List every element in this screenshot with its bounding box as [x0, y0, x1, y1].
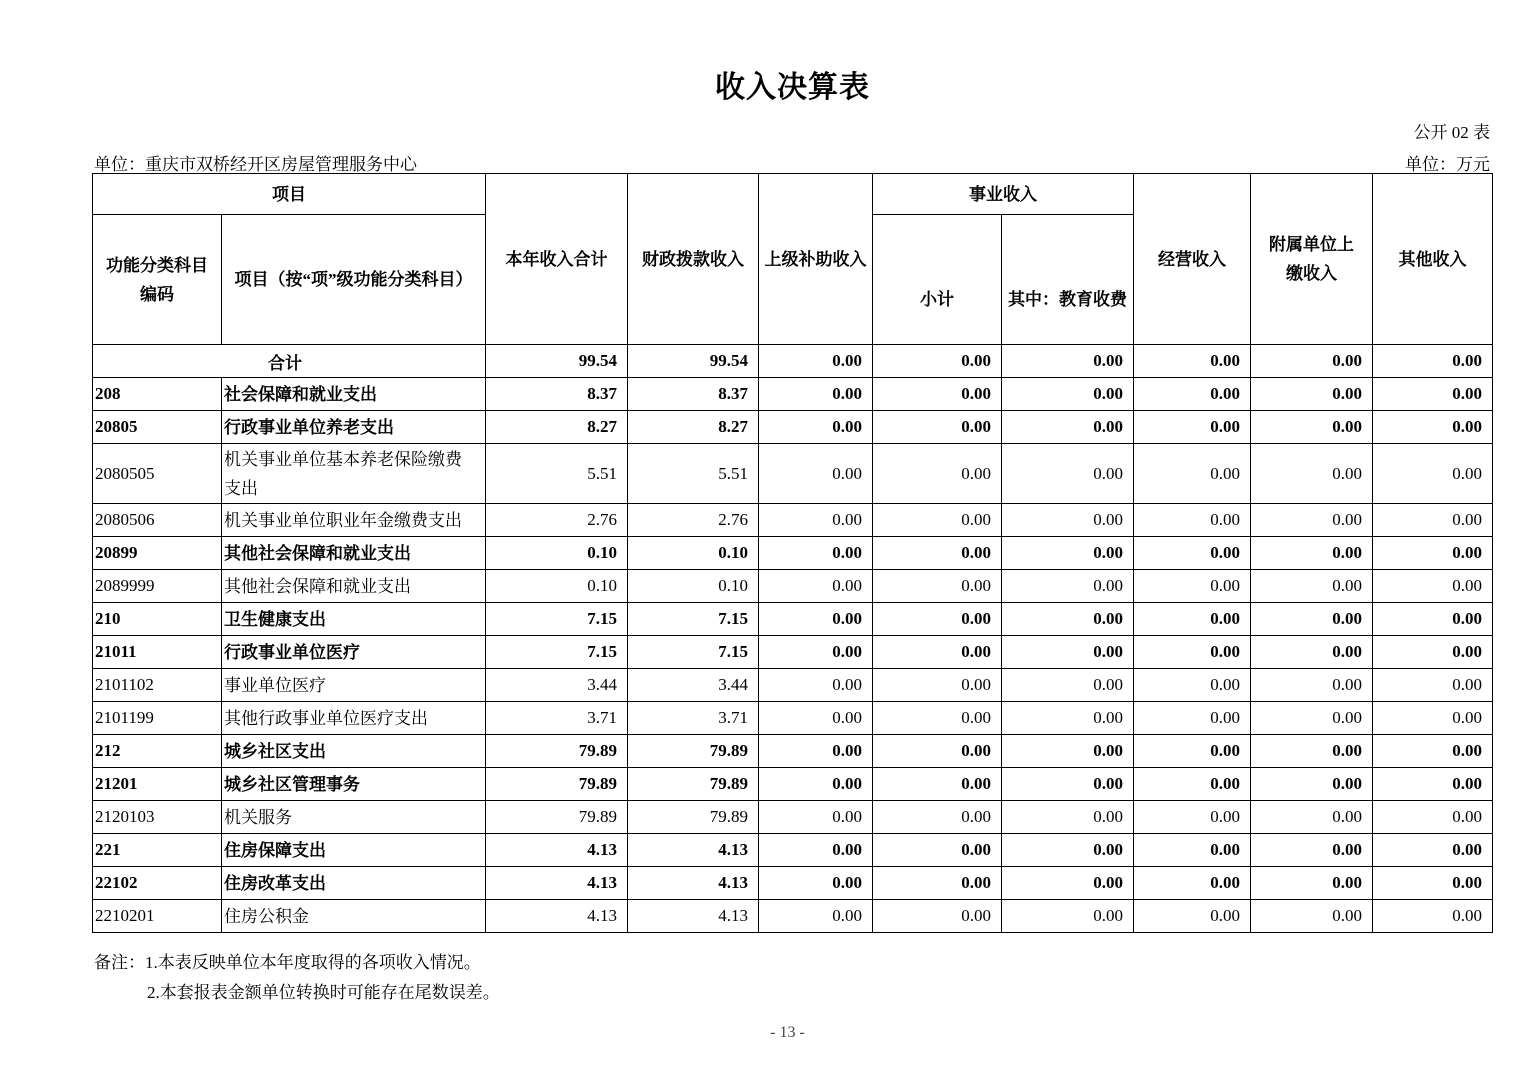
row-value: 0.00: [1251, 702, 1373, 735]
row-value: 79.89: [486, 768, 628, 801]
page-title: 收入决算表: [715, 71, 870, 104]
row-value: 0.00: [1134, 867, 1251, 900]
table-row: [93, 867, 1493, 900]
row-code: 2080505: [93, 444, 222, 504]
table-row: [93, 444, 1493, 504]
row-value: 0.00: [873, 735, 1002, 768]
row-value: 0.00: [1002, 702, 1134, 735]
row-value: 79.89: [486, 735, 628, 768]
row-value: 4.13: [486, 900, 628, 933]
row-code: 221: [93, 834, 222, 867]
table-row: [93, 636, 1493, 669]
row-code: 212: [93, 735, 222, 768]
row-value: 0.00: [873, 444, 1002, 504]
row-value: 0.00: [1002, 504, 1134, 537]
row-value: 0.00: [1134, 735, 1251, 768]
page-number: - 13 -: [770, 1024, 805, 1041]
row-value: 0.00: [1002, 444, 1134, 504]
row-value: 5.51: [486, 444, 628, 504]
row-value: 4.13: [628, 900, 759, 933]
note-line-1: 备注：1.本表反映单位本年度取得的各项收入情况。: [94, 953, 481, 972]
row-code: 2089999: [93, 570, 222, 603]
row-value: 0.00: [1373, 735, 1493, 768]
row-value: 0.00: [1002, 801, 1134, 834]
row-value: 0.00: [1134, 636, 1251, 669]
row-value: 0.00: [1134, 669, 1251, 702]
row-value: 0.00: [1373, 834, 1493, 867]
row-value: 0.00: [1251, 504, 1373, 537]
total-row: [93, 345, 1493, 378]
row-code: 20805: [93, 411, 222, 444]
row-value: 0.00: [759, 537, 873, 570]
table-row: [93, 768, 1493, 801]
row-value: 0.00: [873, 603, 1002, 636]
total-value: 0.00: [759, 345, 873, 378]
row-value: 0.00: [1134, 603, 1251, 636]
header-code: 功能分类科目编码: [93, 215, 222, 345]
row-name: 住房改革支出: [222, 867, 486, 900]
row-value: 0.00: [1134, 378, 1251, 411]
table-body: [93, 345, 1493, 933]
row-value: 0.00: [1251, 444, 1373, 504]
income-table: [92, 173, 1493, 933]
row-value: 0.00: [1251, 669, 1373, 702]
header-subtotal: 小计: [873, 215, 1002, 345]
table-row: [93, 702, 1493, 735]
row-value: 0.00: [1134, 570, 1251, 603]
row-value: 0.00: [759, 900, 873, 933]
row-value: 0.00: [759, 669, 873, 702]
row-value: 0.00: [1251, 768, 1373, 801]
unit-currency: 单位：万元: [1405, 155, 1490, 174]
row-value: 4.13: [486, 867, 628, 900]
row-value: 0.00: [873, 768, 1002, 801]
row-value: 0.00: [873, 411, 1002, 444]
table-row: [93, 834, 1493, 867]
row-value: 0.00: [1134, 504, 1251, 537]
row-value: 0.00: [1134, 801, 1251, 834]
row-code: 21011: [93, 636, 222, 669]
total-value: 0.00: [1134, 345, 1251, 378]
header-fiscal: 财政拨款收入: [628, 174, 759, 345]
row-value: 0.00: [873, 537, 1002, 570]
row-value: 0.00: [1134, 444, 1251, 504]
header-other: 其他收入: [1373, 174, 1493, 345]
row-value: 0.00: [873, 801, 1002, 834]
row-value: 3.44: [628, 669, 759, 702]
row-value: 7.15: [628, 603, 759, 636]
notes: [94, 948, 500, 1008]
row-value: 79.89: [628, 735, 759, 768]
row-value: 0.00: [1251, 867, 1373, 900]
row-name: 城乡社区管理事务: [222, 768, 486, 801]
row-value: 0.00: [873, 636, 1002, 669]
row-value: 0.00: [759, 834, 873, 867]
row-name: 社会保障和就业支出: [222, 378, 486, 411]
row-value: 0.00: [1002, 411, 1134, 444]
row-code: 2210201: [93, 900, 222, 933]
row-value: 0.00: [1373, 570, 1493, 603]
row-code: 2101199: [93, 702, 222, 735]
row-value: 0.00: [1373, 537, 1493, 570]
row-value: 0.00: [759, 801, 873, 834]
row-name: 卫生健康支出: [222, 603, 486, 636]
row-value: 5.51: [628, 444, 759, 504]
row-value: 79.89: [628, 768, 759, 801]
form-number: 公开 02 表: [1413, 123, 1490, 142]
row-value: 7.15: [486, 603, 628, 636]
row-value: 0.00: [1373, 603, 1493, 636]
row-value: 0.00: [759, 504, 873, 537]
row-code: 2120103: [93, 801, 222, 834]
row-value: 0.00: [1002, 669, 1134, 702]
row-value: 0.00: [1373, 768, 1493, 801]
table-row: [93, 570, 1493, 603]
row-value: 0.00: [1373, 702, 1493, 735]
total-value: 99.54: [486, 345, 628, 378]
table-row: [93, 669, 1493, 702]
row-name: 事业单位医疗: [222, 669, 486, 702]
row-code: 21201: [93, 768, 222, 801]
row-value: 0.00: [1251, 636, 1373, 669]
header-affiliated: 附属单位上缴收入: [1251, 174, 1373, 345]
note-line-2: 2.本套报表金额单位转换时可能存在尾数误差。: [147, 983, 500, 1002]
row-value: 0.00: [1373, 411, 1493, 444]
total-value: 0.00: [873, 345, 1002, 378]
row-value: 0.00: [1002, 603, 1134, 636]
row-value: 0.00: [873, 834, 1002, 867]
row-value: 0.00: [1373, 867, 1493, 900]
table-header: [93, 174, 1493, 345]
row-value: 0.00: [1373, 669, 1493, 702]
row-value: 4.13: [628, 867, 759, 900]
row-value: 0.10: [486, 570, 628, 603]
row-value: 0.00: [1134, 834, 1251, 867]
header-total: 本年收入合计: [486, 174, 628, 345]
row-value: 0.00: [1002, 570, 1134, 603]
row-value: 0.00: [759, 570, 873, 603]
row-value: 7.15: [628, 636, 759, 669]
row-value: 0.10: [486, 537, 628, 570]
row-value: 0.00: [1134, 702, 1251, 735]
header-education: 其中：教育收费: [1002, 215, 1134, 345]
row-value: 0.00: [1251, 378, 1373, 411]
row-value: 8.27: [628, 411, 759, 444]
row-value: 7.15: [486, 636, 628, 669]
row-name: 住房公积金: [222, 900, 486, 933]
total-value: 99.54: [628, 345, 759, 378]
header-name: 项目（按“项”级功能分类科目）: [222, 215, 486, 345]
row-value: 0.00: [1251, 603, 1373, 636]
table-row: [93, 603, 1493, 636]
table-row: [93, 900, 1493, 933]
row-value: 0.00: [1251, 411, 1373, 444]
row-value: 0.00: [873, 378, 1002, 411]
total-value: 0.00: [1373, 345, 1493, 378]
row-value: 0.00: [873, 570, 1002, 603]
row-value: 0.00: [1373, 801, 1493, 834]
row-value: 0.00: [759, 867, 873, 900]
row-value: 0.00: [759, 378, 873, 411]
row-name: 行政事业单位养老支出: [222, 411, 486, 444]
row-value: 0.00: [1002, 378, 1134, 411]
row-value: 4.13: [486, 834, 628, 867]
row-value: 0.00: [873, 702, 1002, 735]
row-value: 0.00: [1002, 735, 1134, 768]
row-name: 行政事业单位医疗: [222, 636, 486, 669]
row-value: 0.00: [1373, 504, 1493, 537]
row-name: 其他行政事业单位医疗支出: [222, 702, 486, 735]
row-value: 0.00: [1373, 900, 1493, 933]
table-row: [93, 504, 1493, 537]
row-value: 0.00: [759, 444, 873, 504]
row-name: 其他社会保障和就业支出: [222, 537, 486, 570]
row-name: 机关事业单位基本养老保险缴费支出: [222, 444, 486, 504]
row-value: 0.00: [759, 768, 873, 801]
row-name: 城乡社区支出: [222, 735, 486, 768]
table-row: [93, 801, 1493, 834]
row-value: 0.00: [1002, 768, 1134, 801]
row-value: 0.10: [628, 537, 759, 570]
total-value: 0.00: [1251, 345, 1373, 378]
row-value: 3.71: [486, 702, 628, 735]
row-value: 8.37: [486, 378, 628, 411]
row-value: 0.00: [759, 411, 873, 444]
row-value: 0.00: [1002, 867, 1134, 900]
row-value: 0.00: [873, 504, 1002, 537]
row-value: 0.00: [1373, 444, 1493, 504]
row-value: 0.00: [759, 735, 873, 768]
row-value: 79.89: [628, 801, 759, 834]
row-value: 3.44: [486, 669, 628, 702]
table-row: [93, 537, 1493, 570]
row-value: 0.00: [759, 702, 873, 735]
row-value: 2.76: [628, 504, 759, 537]
row-value: 0.00: [1251, 537, 1373, 570]
row-value: 3.71: [628, 702, 759, 735]
row-name: 其他社会保障和就业支出: [222, 570, 486, 603]
row-code: 2080506: [93, 504, 222, 537]
row-value: 0.00: [1251, 801, 1373, 834]
row-name: 机关服务: [222, 801, 486, 834]
total-value: 0.00: [1002, 345, 1134, 378]
row-code: 20899: [93, 537, 222, 570]
row-value: 0.00: [1002, 537, 1134, 570]
header-project: 项目: [93, 174, 486, 215]
row-value: 2.76: [486, 504, 628, 537]
row-value: 0.00: [1251, 834, 1373, 867]
row-code: 210: [93, 603, 222, 636]
row-name: 住房保障支出: [222, 834, 486, 867]
row-name: 机关事业单位职业年金缴费支出: [222, 504, 486, 537]
row-value: 79.89: [486, 801, 628, 834]
total-label: 合计: [93, 345, 486, 378]
row-value: 0.00: [1134, 411, 1251, 444]
row-value: 8.37: [628, 378, 759, 411]
row-value: 0.00: [1002, 834, 1134, 867]
row-code: 22102: [93, 867, 222, 900]
row-value: 0.00: [1251, 900, 1373, 933]
header-business: 经营收入: [1134, 174, 1251, 345]
unit-name: 单位：重庆市双桥经开区房屋管理服务中心: [94, 155, 417, 174]
row-value: 0.00: [873, 669, 1002, 702]
row-value: 0.10: [628, 570, 759, 603]
row-value: 0.00: [1251, 570, 1373, 603]
row-code: 208: [93, 378, 222, 411]
row-value: 0.00: [1373, 378, 1493, 411]
row-value: 0.00: [1373, 636, 1493, 669]
row-value: 0.00: [1002, 636, 1134, 669]
row-value: 0.00: [759, 636, 873, 669]
header-superior: 上级补助收入: [759, 174, 873, 345]
row-value: 0.00: [759, 603, 873, 636]
row-value: 8.27: [486, 411, 628, 444]
header-career: 事业收入: [873, 174, 1134, 215]
row-value: 0.00: [873, 867, 1002, 900]
row-value: 0.00: [1002, 900, 1134, 933]
row-value: 0.00: [1134, 900, 1251, 933]
row-value: 0.00: [1251, 735, 1373, 768]
table-row: [93, 411, 1493, 444]
table-row: [93, 378, 1493, 411]
row-value: 4.13: [628, 834, 759, 867]
row-value: 0.00: [1134, 537, 1251, 570]
row-code: 2101102: [93, 669, 222, 702]
table-row: [93, 735, 1493, 768]
row-value: 0.00: [873, 900, 1002, 933]
row-value: 0.00: [1134, 768, 1251, 801]
